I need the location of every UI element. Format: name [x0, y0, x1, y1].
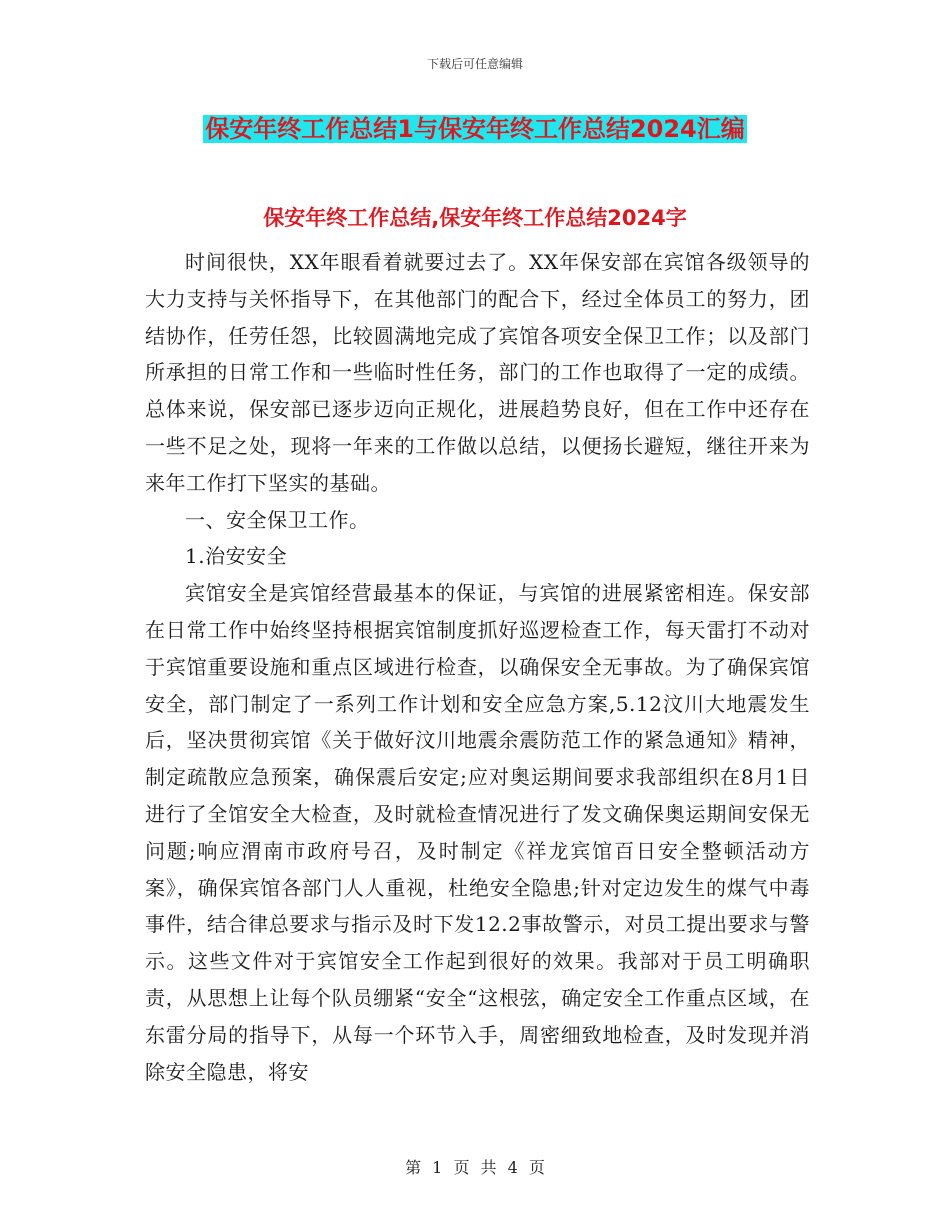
document-title — [0, 112, 950, 146]
page-number: 第 1 页 共 4 页 — [405, 1158, 545, 1177]
document-title-text: 保安年终工作总结1与保安年终工作总结2024汇编 — [205, 115, 745, 143]
paragraph-subheading-public-safety: 1.治安安全 — [185, 544, 288, 569]
page-header-note: 下载后可任意编辑 — [426, 57, 523, 71]
section-title: 保安年终工作总结,保安年终工作总结2024字 — [263, 206, 687, 230]
paragraph-public-safety: 宾馆安全是宾馆经营最基本的保证，与宾馆的进展紧密相连。保安部在日常工作中始终坚持根据宾馆制度抓好巡逻检查工作，每天雷打不动对于宾馆重要设施和重点区域进行检查，以确保安全无事故。为了确保宾馆安全，部门制定了一系列工作计划和安全应急方案,5.12汶川大地震发生后，坚决贯彻宾馆《关于做好汶川地震余震防范工作的紧急通知》精神，制定疏散应急预案，确保震后安定;应对奥运期间要求我部组织在8月1日进行了全馆安全大检查，及时就检查情况进行了发文确保奥运期间安保无问题;响应渭南市政府号召，及时制定《祥龙宾馆百日安全整顿活动方案》，确保宾馆各部门人人重视，杜绝安全隐患;针对定边发生的煤气中毒事件，结合律总要求与指示及时下发12.2事故警示，对员工提出要求与警示。这些文件对于宾馆安全工作起到很好的效果。我部对于员工明确职责，从思想上让每个队员绷紧“安全“这根弦，确定安全工作重点区域，在东雷分局的指导下，从每一个环节入手，周密细致地检查，及时发现并消除安全隐患，将安 — [145, 581, 810, 1084]
document-body — [145, 244, 810, 1090]
paragraph-intro: 时间很快，XX年眼看着就要过去了。XX年保安部在宾馆各级领导的大力支持与关怀指导下，在其他部门的配合下，经过全体员工的努力，团结协作，任劳任怨，比较圆满地完成了宾馆各项安全保卫工作；以及部门所承担的日常工作和一些临时性任务，部门的工作也取得了一定的成绩。总体来说，保安部已逐步迈向正规化，进展趋势良好，但在工作中还存在一些不足之处，现将一年来的工作做以总结，以便扬长避短，继往开来为来年工作打下坚实的基础。 — [145, 250, 810, 495]
paragraph-heading-security: 一、安全保卫工作。 — [185, 507, 370, 532]
